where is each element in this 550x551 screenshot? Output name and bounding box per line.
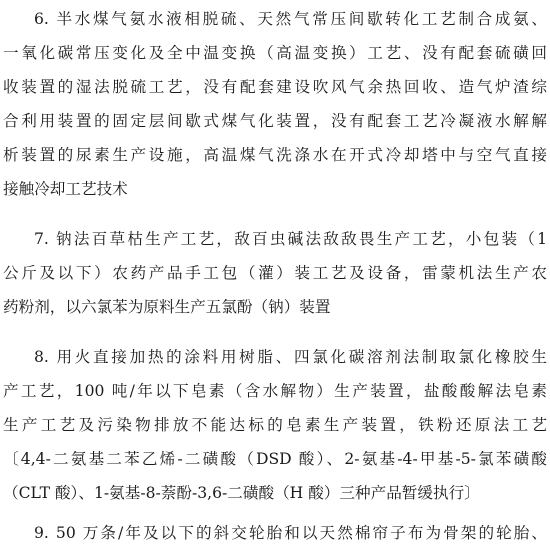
paragraph-8-line-1: 8. 用火直接加热的涂料用树脂、四氯化碳溶剂法制取氯化橡胶生	[34, 348, 547, 366]
paragraph-6-line-1: 6. 半水煤气氨水液相脱硫、天然气常压间歇转化工艺制合成氨、	[34, 10, 547, 28]
paragraph-8-line-5: （CLT 酸）、1-氨基-8-萘酚-3,6-二磺酸（H 酸）三种产品暂缓执行〕	[3, 484, 480, 502]
paragraph-6-line-6: 接触冷却工艺技术	[3, 180, 128, 198]
paragraph-9-line-1: 9. 50 万条/年及以下的斜交轮胎和以天然棉帘子布为骨架的轮胎、	[34, 524, 547, 542]
paragraph-7-line-1: 7. 钠法百草枯生产工艺，敌百虫碱法敌敌畏生产工艺，小包装（1	[34, 230, 547, 248]
paragraph-6-line-4: 合利用装置的固定层间歇式煤气化装置，没有配套工艺冷凝液水解解	[3, 112, 547, 130]
paragraph-6-line-3: 收装置的湿法脱硫工艺，没有配套建设吹风气余热回收、造气炉渣综	[3, 78, 547, 96]
paragraph-8-line-2: 产工艺，100 吨/年以下皂素（含水解物）生产装置，盐酸酸解法皂素	[3, 382, 547, 400]
paragraph-6-line-5: 析装置的尿素生产设施，高温煤气洗涤水在开式冷却塔中与空气直接	[3, 146, 547, 164]
paragraph-8-line-4: 〔4,4-二氨基二苯乙烯-二磺酸（DSD 酸）、2-氨基-4-甲基-5-氯苯磺酸	[3, 450, 547, 468]
paragraph-7-line-3: 药粉剂，以六氯苯为原料生产五氯酚（钠）装置	[3, 298, 331, 316]
paragraph-8-line-3: 生产工艺及污染物排放不能达标的皂素生产装置，铁粉还原法工艺	[3, 416, 547, 434]
paragraph-7-line-2: 公斤及以下）农药产品手工包（灌）装工艺及设备，雷蒙机法生产农	[3, 264, 547, 282]
paragraph-6-line-2: 一氧化碳常压变化及全中温变换（高温变换）工艺、没有配套硫磺回	[3, 44, 547, 62]
